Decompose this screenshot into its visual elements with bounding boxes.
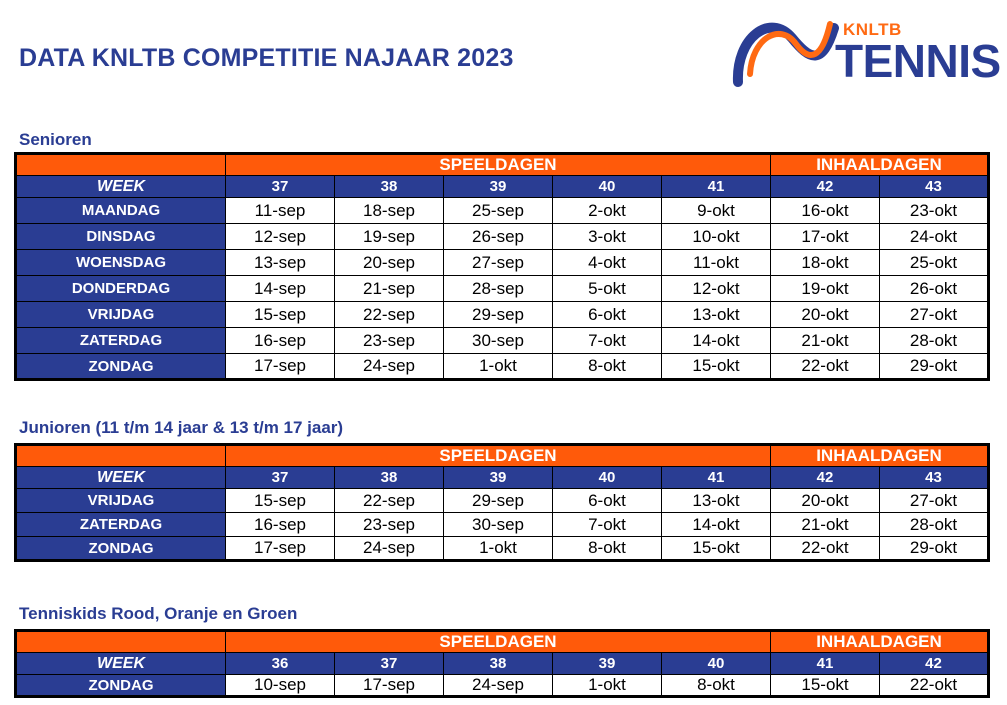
date-cell: 14-okt [662, 513, 771, 537]
date-cell: 23-okt [880, 198, 989, 224]
week-number: 36 [226, 653, 335, 675]
date-cell: 22-sep [335, 302, 444, 328]
date-cell: 29-okt [880, 354, 989, 380]
week-number: 37 [226, 176, 335, 198]
date-cell: 26-sep [444, 224, 553, 250]
date-cell: 13-okt [662, 302, 771, 328]
logo-brand-small: KNLTB [843, 20, 902, 39]
speeldagen-header: SPEELDAGEN [226, 631, 771, 653]
date-cell: 7-okt [553, 513, 662, 537]
inhaaldagen-header: INHAALDAGEN [771, 445, 989, 467]
date-cell: 24-okt [880, 224, 989, 250]
date-cell: 20-sep [335, 250, 444, 276]
table-row [16, 224, 989, 250]
date-cell: 21-sep [335, 276, 444, 302]
week-number: 41 [662, 176, 771, 198]
date-cell: 24-sep [335, 354, 444, 380]
date-cell: 10-sep [226, 675, 335, 697]
table-row [16, 675, 989, 697]
day-label: WOENSDAG [16, 250, 226, 276]
table-row [16, 328, 989, 354]
day-label: ZONDAG [16, 675, 226, 697]
week-number: 42 [771, 467, 880, 489]
table-row [16, 513, 989, 537]
section-title-senioren: Senioren [19, 130, 92, 149]
date-cell: 16-okt [771, 198, 880, 224]
date-cell: 20-okt [771, 302, 880, 328]
date-cell: 15-okt [662, 354, 771, 380]
date-cell: 6-okt [553, 302, 662, 328]
date-cell: 22-sep [335, 489, 444, 513]
speeldagen-header: SPEELDAGEN [226, 154, 771, 176]
date-cell: 8-okt [553, 537, 662, 561]
day-label: VRIJDAG [16, 489, 226, 513]
date-cell: 30-sep [444, 328, 553, 354]
date-cell: 22-okt [771, 537, 880, 561]
header-blank-cell [16, 445, 226, 467]
date-cell: 15-okt [662, 537, 771, 561]
table-row [16, 537, 989, 561]
week-label: WEEK [16, 653, 226, 675]
date-cell: 12-sep [226, 224, 335, 250]
week-label: WEEK [16, 176, 226, 198]
date-cell: 15-sep [226, 489, 335, 513]
date-cell: 14-okt [662, 328, 771, 354]
day-label: MAANDAG [16, 198, 226, 224]
table-row [16, 489, 989, 513]
date-cell: 12-okt [662, 276, 771, 302]
date-cell: 5-okt [553, 276, 662, 302]
date-cell: 28-sep [444, 276, 553, 302]
week-number: 40 [553, 176, 662, 198]
knltb-tennis-logo [730, 8, 1001, 88]
date-cell: 20-okt [771, 489, 880, 513]
date-cell: 18-sep [335, 198, 444, 224]
header-blank-cell [16, 154, 226, 176]
speeldagen-header: SPEELDAGEN [226, 445, 771, 467]
table-row [16, 250, 989, 276]
date-cell: 13-sep [226, 250, 335, 276]
week-number: 43 [880, 176, 989, 198]
date-cell: 11-sep [226, 198, 335, 224]
date-cell: 22-okt [880, 675, 989, 697]
date-cell: 30-sep [444, 513, 553, 537]
date-cell: 28-okt [880, 513, 989, 537]
date-cell: 25-sep [444, 198, 553, 224]
date-cell: 10-okt [662, 224, 771, 250]
date-cell: 27-sep [444, 250, 553, 276]
date-cell: 29-okt [880, 537, 989, 561]
page-title: DATA KNLTB COMPETITIE NAJAAR 2023 [19, 44, 514, 72]
date-cell: 18-okt [771, 250, 880, 276]
date-cell: 9-okt [662, 198, 771, 224]
date-cell: 8-okt [553, 354, 662, 380]
day-label: ZATERDAG [16, 513, 226, 537]
day-label: ZONDAG [16, 354, 226, 380]
week-label: WEEK [16, 467, 226, 489]
date-cell: 1-okt [553, 675, 662, 697]
date-cell: 16-sep [226, 513, 335, 537]
week-number: 41 [662, 467, 771, 489]
day-label: VRIJDAG [16, 302, 226, 328]
date-cell: 15-sep [226, 302, 335, 328]
week-number: 39 [444, 176, 553, 198]
week-number: 39 [553, 653, 662, 675]
junioren-table [14, 443, 990, 562]
tennis-swoosh-icon [730, 8, 840, 88]
week-number: 40 [553, 467, 662, 489]
date-cell: 27-okt [880, 489, 989, 513]
week-number: 37 [226, 467, 335, 489]
date-cell: 24-sep [335, 537, 444, 561]
date-cell: 4-okt [553, 250, 662, 276]
header-blank-cell [16, 631, 226, 653]
week-number: 38 [444, 653, 553, 675]
date-cell: 19-okt [771, 276, 880, 302]
week-number: 40 [662, 653, 771, 675]
week-number: 39 [444, 467, 553, 489]
date-cell: 19-sep [335, 224, 444, 250]
section-title-tenniskids: Tenniskids Rood, Oranje en Groen [19, 604, 298, 623]
date-cell: 22-okt [771, 354, 880, 380]
day-label: ZONDAG [16, 537, 226, 561]
date-cell: 26-okt [880, 276, 989, 302]
inhaaldagen-header: INHAALDAGEN [771, 631, 989, 653]
day-label: DINSDAG [16, 224, 226, 250]
date-cell: 17-sep [226, 537, 335, 561]
date-cell: 24-sep [444, 675, 553, 697]
week-number: 38 [335, 176, 444, 198]
date-cell: 28-okt [880, 328, 989, 354]
date-cell: 14-sep [226, 276, 335, 302]
date-cell: 1-okt [444, 354, 553, 380]
week-number: 38 [335, 467, 444, 489]
date-cell: 16-sep [226, 328, 335, 354]
date-cell: 17-sep [226, 354, 335, 380]
date-cell: 1-okt [444, 537, 553, 561]
date-cell: 21-okt [771, 513, 880, 537]
table-row [16, 198, 989, 224]
date-cell: 15-okt [771, 675, 880, 697]
date-cell: 7-okt [553, 328, 662, 354]
week-number: 43 [880, 467, 989, 489]
date-cell: 21-okt [771, 328, 880, 354]
table-row [16, 276, 989, 302]
date-cell: 29-sep [444, 302, 553, 328]
week-number: 42 [771, 176, 880, 198]
inhaaldagen-header: INHAALDAGEN [771, 154, 989, 176]
day-label: ZATERDAG [16, 328, 226, 354]
section-title-junioren: Junioren (11 t/m 14 jaar & 13 t/m 17 jaar) [19, 418, 344, 437]
date-cell: 11-okt [662, 250, 771, 276]
table-row [16, 354, 989, 380]
date-cell: 6-okt [553, 489, 662, 513]
date-cell: 2-okt [553, 198, 662, 224]
date-cell: 17-okt [771, 224, 880, 250]
table-row [16, 302, 989, 328]
date-cell: 23-sep [335, 328, 444, 354]
logo-brand-big: TENNIS [835, 35, 1001, 87]
week-number: 42 [880, 653, 989, 675]
date-cell: 23-sep [335, 513, 444, 537]
tenniskids-table [14, 629, 990, 698]
week-number: 37 [335, 653, 444, 675]
date-cell: 13-okt [662, 489, 771, 513]
day-label: DONDERDAG [16, 276, 226, 302]
week-number: 41 [771, 653, 880, 675]
date-cell: 27-okt [880, 302, 989, 328]
date-cell: 29-sep [444, 489, 553, 513]
senioren-table [14, 152, 990, 381]
date-cell: 25-okt [880, 250, 989, 276]
date-cell: 3-okt [553, 224, 662, 250]
date-cell: 8-okt [662, 675, 771, 697]
date-cell: 17-sep [335, 675, 444, 697]
